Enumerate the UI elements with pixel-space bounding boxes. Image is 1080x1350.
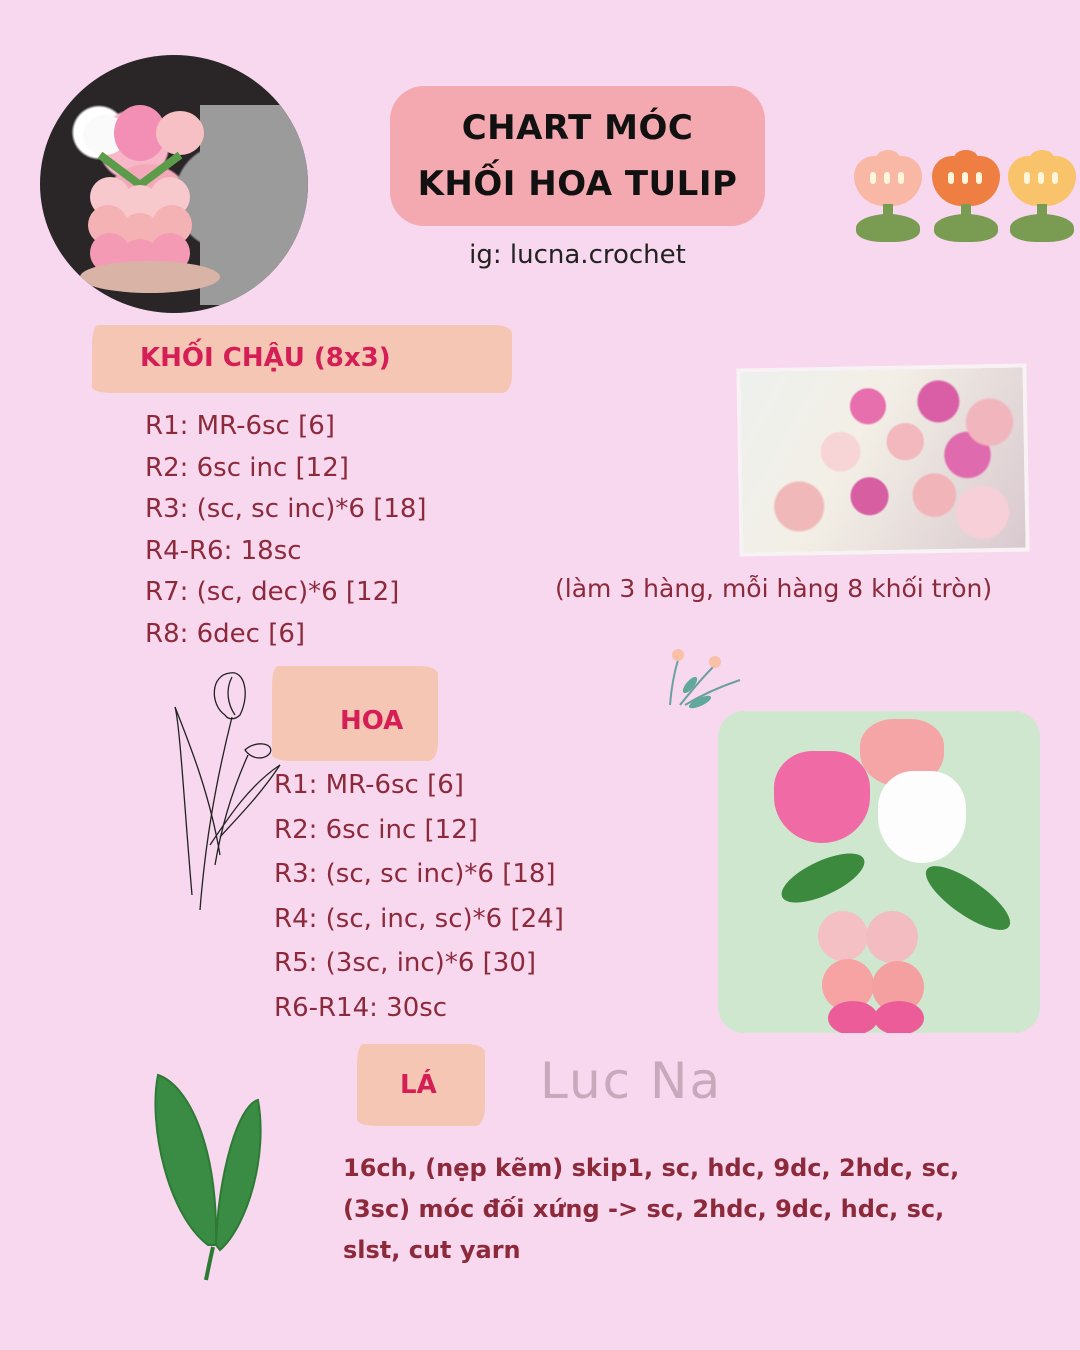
- tulip-stickers: [852, 152, 1080, 244]
- flower-row: R5: (3sc, inc)*6 [30]: [274, 948, 537, 978]
- crochet-balls-photo: [740, 368, 1025, 553]
- pot-row: R8: 6dec [6]: [145, 618, 306, 649]
- pot-row: R4-R6: 18sc: [145, 535, 302, 566]
- leaf-section-title: LÁ: [400, 1070, 437, 1100]
- flower-row: R6-R14: 30sc: [274, 992, 448, 1023]
- crochet-tulip-vase-photo: [718, 711, 1040, 1033]
- tulip-peach-icon: [852, 152, 924, 244]
- tulip-orange-icon: [930, 152, 1002, 244]
- flower-rows: [274, 763, 564, 1030]
- pot-rows: [145, 406, 427, 655]
- pot-row: R7: (sc, dec)*6 [12]: [145, 577, 400, 607]
- pot-caption: (làm 3 hàng, mỗi hàng 8 khối tròn): [555, 574, 993, 603]
- pot-row: R2: 6sc inc [12]: [145, 452, 349, 483]
- tulip-yellow-icon: [1006, 152, 1078, 244]
- flower-row: R3: (sc, sc inc)*6 [18]: [274, 859, 556, 889]
- instagram-handle: ig: lucna.crochet: [469, 240, 686, 270]
- floral-sprig-icon: [660, 640, 750, 710]
- title-line-1: CHART MÓC: [461, 108, 694, 148]
- flower-row: R2: 6sc inc [12]: [274, 814, 478, 845]
- pot-row: R1: MR-6sc [6]: [145, 411, 335, 441]
- flower-row: R1: MR-6sc [6]: [274, 770, 464, 800]
- crochet-leaf-photo: [148, 1065, 278, 1293]
- title-line-2: KHỐI HOA TULIP: [417, 164, 738, 204]
- leaf-instructions: 16ch, (nẹp kẽm) skip1, sc, hdc, 9dc, 2hdc, sc, (3sc) móc đối xứng -> sc, 2hdc, 9dc, hdc, sc, slst, cut yarn: [343, 1154, 960, 1264]
- flower-row: R4: (sc, inc, sc)*6 [24]: [274, 903, 564, 934]
- crochet-vase-illustration: [40, 55, 308, 313]
- pot-section-title: KHỐI CHẬU (8x3): [140, 343, 391, 373]
- pot-row: R3: (sc, sc inc)*6 [18]: [145, 494, 427, 524]
- flower-section-title: HOA: [340, 706, 404, 736]
- watermark: Luc Na: [540, 1052, 723, 1110]
- top-photo-crochet-tulip-vase: [40, 55, 308, 313]
- title-box: [390, 86, 765, 226]
